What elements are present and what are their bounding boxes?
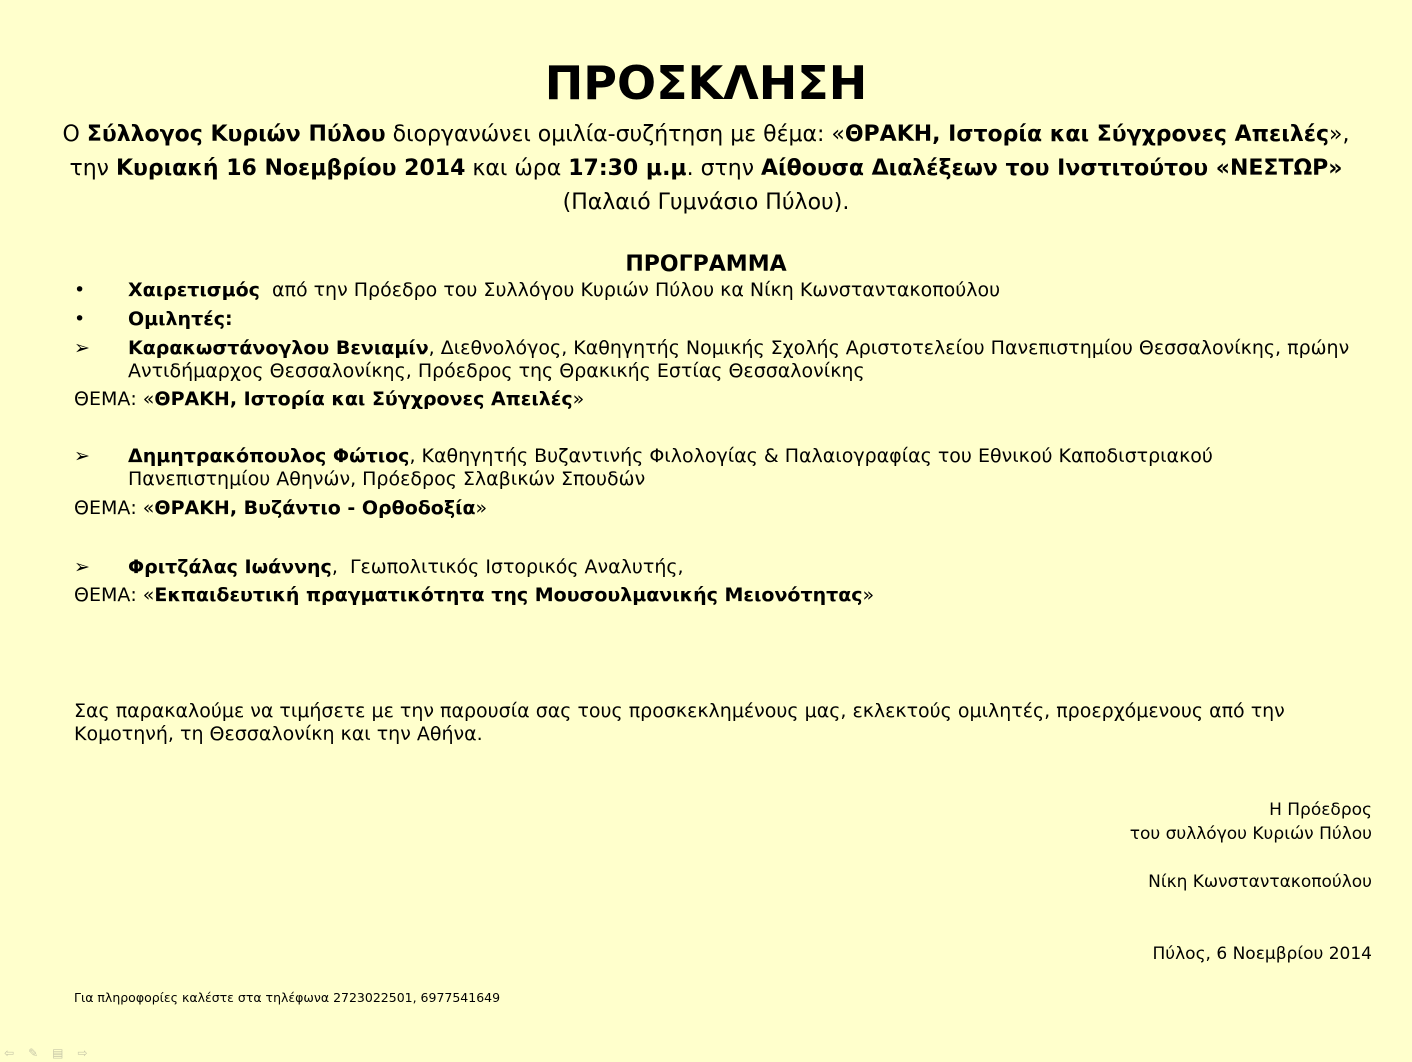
menu-icon[interactable]: ▤ xyxy=(52,1046,78,1060)
event-date: Κυριακή 16 Νοεμβρίου 2014 xyxy=(115,156,466,181)
slideshow-toolbar xyxy=(4,1046,102,1060)
intro-line-2 xyxy=(40,152,1372,186)
bullet-icon: • xyxy=(74,308,86,330)
speaker-description: , Γεωπολιτικός Ιστορικός Αναλυτής, xyxy=(331,556,684,578)
speaker-topic xyxy=(74,584,874,607)
arrow-left-icon[interactable]: ⇦ xyxy=(4,1046,29,1060)
topic-suffix: » xyxy=(572,388,585,410)
event-location: (Παλαιό Γυμνάσιο Πύλου). xyxy=(562,190,850,215)
invitation-intro xyxy=(40,118,1372,220)
event-topic: ΘΡΑΚΗ, Ιστορία και Σύγχρονες Απειλές xyxy=(844,122,1330,147)
arrow-bullet-icon: ➢ xyxy=(74,445,90,467)
greeting-text: από την Πρόεδρο του Συλλόγου Κυριών Πύλου κα Νίκη Κωνσταντακοπούλου xyxy=(259,279,1001,301)
topic-title: ΘΡΑΚΗ, Βυζάντιο - Ορθοδοξία xyxy=(154,497,476,519)
topic-title: Εκπαιδευτική πραγματικότητα της Μουσουλμανικής Μειονότητας xyxy=(154,584,863,606)
speaker-item xyxy=(74,337,1364,383)
arrow-right-icon[interactable]: ⇨ xyxy=(77,1046,102,1060)
speaker-item xyxy=(74,445,1364,491)
program-title: ΠΡΟΓΡΑΜΜΑ xyxy=(625,252,787,277)
speaker-name: Δημητρακόπουλος Φώτιος xyxy=(128,445,410,467)
topic-prefix: ΘΕΜΑ: « xyxy=(74,584,155,606)
topic-suffix: » xyxy=(475,497,488,519)
arrow-bullet-icon: ➢ xyxy=(74,337,90,359)
pen-icon[interactable]: ✎ xyxy=(28,1046,53,1060)
intro-text: και ώρα xyxy=(465,156,569,181)
topic-title: ΘΡΑΚΗ, Ιστορία και Σύγχρονες Απειλές xyxy=(154,388,573,410)
speaker-topic xyxy=(74,388,584,411)
signature-line-2: του συλλόγου Κυριών Πύλου xyxy=(1129,824,1372,844)
speaker-topic xyxy=(74,497,487,520)
speaker-description: , Διεθνολόγος, Καθηγητής Νομικής Σχολής Αριστοτελείου Πανεπιστημίου Θεσσαλονίκης, πρώην Αντιδήμαρχος Θεσσαλονίκης, Πρόεδρος της Θρακικής Εστίας Θεσσαλονίκης xyxy=(128,337,1350,382)
intro-text: διοργανώνει ομιλία-συζήτηση με θέμα: « xyxy=(385,122,845,147)
speaker-item xyxy=(74,556,1364,579)
speakers-item xyxy=(74,308,1364,331)
signature-name: Νίκη Κωνσταντακοπούλου xyxy=(1148,872,1372,892)
speaker-description: , Καθηγητής Βυζαντινής Φιλολογίας & Παλαιογραφίας του Εθνικού Καποδιστριακού Πανεπιστημίου Αθηνών, Πρόεδρος Σλαβικών Σπουδών xyxy=(128,445,1213,490)
intro-text: Ο xyxy=(62,122,87,147)
topic-prefix: ΘΕΜΑ: « xyxy=(74,497,155,519)
arrow-bullet-icon: ➢ xyxy=(74,556,90,578)
organization-name: Σύλλογος Κυριών Πύλου xyxy=(86,122,386,147)
signature-line-1: Η Πρόεδρος xyxy=(1269,800,1372,820)
speaker-name: Καρακωστάνογλου Βενιαμίν xyxy=(128,337,429,359)
intro-line-1 xyxy=(40,118,1372,152)
topic-suffix: » xyxy=(862,584,875,606)
place-date: Πύλος, 6 Νοεμβρίου 2014 xyxy=(1152,944,1372,964)
topic-prefix: ΘΕΜΑ: « xyxy=(74,388,155,410)
event-time: 17:30 μ.μ xyxy=(568,156,687,181)
intro-text: », xyxy=(1329,122,1350,147)
intro-text: την xyxy=(69,156,116,181)
event-venue: Αίθουσα Διαλέξεων του Ινστιτούτου «ΝΕΣΤΩΡ» xyxy=(761,156,1343,181)
contact-info: Για πληροφορίες καλέστε στα τηλέφωνα 2723022501, 6977541649 xyxy=(74,990,501,1005)
bullet-icon: • xyxy=(74,279,86,301)
page-title: ΠΡΟΣΚΛΗΣΗ xyxy=(544,56,868,110)
speaker-name: Φριτζάλας Ιωάννης xyxy=(128,556,332,578)
greeting-label: Χαιρετισμός xyxy=(128,279,260,301)
speakers-label: Ομιλητές: xyxy=(128,308,233,330)
closing-paragraph: Σας παρακαλούμε να τιμήσετε με την παρουσία σας τους προσκεκλημένους μας, εκλεκτούς ομιλητές, προερχόμενους από την Κομοτηνή, τη Θεσσαλονίκη και την Αθήνα. xyxy=(74,700,1285,745)
greeting-item xyxy=(74,279,1364,302)
intro-text: . στην xyxy=(686,156,762,181)
